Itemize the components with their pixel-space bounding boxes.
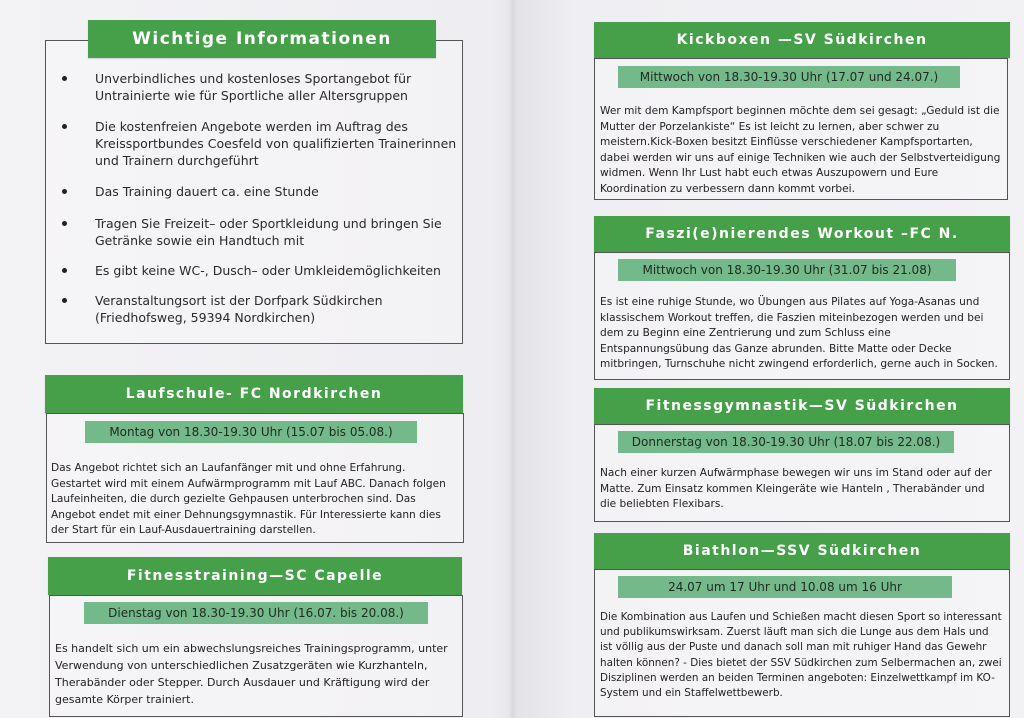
info-item: Veranstaltungsort ist der Dorfpark Südkirchen (Friedhofsweg, 59394 Nordkirchen) [95, 292, 475, 326]
info-item: Das Training dauert ca. eine Stunde [95, 183, 475, 200]
fitnesstraining-title: Fitnesstraining—SC Capelle [48, 557, 462, 595]
right-page [512, 0, 1024, 718]
info-item: Tragen Sie Freizeit– oder Sportkleidung und bringen Sie Getränke sowie ein Handtuch mit [95, 215, 475, 249]
biathlon-title: Biathlon—SSV Südkirchen [594, 533, 1010, 569]
fitnessgymnastik-title: Fitnessgymnastik—SV Südkirchen [594, 388, 1010, 424]
biathlon-text: Die Kombination aus Laufen und Schießen macht diesen Sport so interessant und publikumswirksam. Zuerst läuft man sich die Lunge aus dem Hals und ist völlig aus der Puste und danach soll man mit ruhiger Hand das Gewehr halten können? - Dies bietet der SSV Südkirchen zum Selbermachen an, zwei Disziplinen werden an beiden Terminen angeboten: Einzelwettkampf im KO-System und ein Staffelwettbewerb. [600, 611, 1002, 700]
info-item: Die kostenfreien Angebote werden im Auftrag des Kreissportbundes Coesfeld von qualifizierten Trainerinnen und Trainern durchgeführt [95, 118, 475, 169]
laufschule-date: Montag von 18.30-19.30 Uhr (15.07 bis 05.08.) [85, 421, 417, 443]
faszien-text: Es ist eine ruhige Stunde, wo Übungen aus Pilates auf Yoga-Asanas und klassischem Workout treffen, die Faszien miteinbezogen werden und bei dem zu Beginn eine Zentrierung und zum Schluss eine Entspannungsübung das Ganze abrunden. Bitte Matte oder Decke mitbringen, Turnschuhe nicht zwingend erforderlich, gerne auch in Socken. [600, 296, 998, 371]
biathlon-date: 24.07 um 17 Uhr und 10.08 um 16 Uhr [618, 576, 952, 598]
fitnessgymnastik-text: Nach einer kurzen Aufwärmphase bewegen wir uns im Stand oder auf der Matte. Zum Einsatz kommen Kleingeräte wie Hanteln , Therabänder und die beliebten Flexibars. [600, 467, 992, 511]
info-title: Wichtige Informationen [88, 20, 436, 58]
bullet-icon [62, 189, 67, 194]
kickboxen-title: Kickboxen —SV Südkirchen [594, 22, 1010, 58]
faszien-date: Mittwoch von 18.30-19.30 Uhr (31.07 bis 21.08) [618, 259, 956, 281]
laufschule-text: Das Angebot richtet sich an Laufanfänger mit und ohne Erfahrung. Gestartet wird mit einem Aufwärmprogramm mit Lauf ABC. Danach folgen Laufeinheiten, die durch gezielte Gehpausen unterbrochen sind. Das Angebot endet mit einer Dehnungsgymnastik. Für Interessierte kann dies der Start für ein Lauf-Ausdauertraining darstellen. [51, 462, 446, 537]
bullet-icon [62, 76, 67, 81]
fitnesstraining-text: Es handelt sich um ein abwechslungsreiches Trainingsprogramm, unter Verwendung von unterschiedlichen Zusatzgeräten wie Kurzhanteln, Therabänder oder Stepper. Durch Ausdauer und Kräftigung wird der gesamte Körper trainiert. [55, 642, 448, 706]
bullet-icon [62, 268, 67, 273]
info-item: Unverbindliches und kostenloses Sportangebot für Untrainierte wie für Sportliche aller Altersgruppen [95, 70, 475, 104]
faszien-title: Faszi(e)nierendes Workout –FC N. [594, 216, 1010, 252]
fitnesstraining-date: Dienstag von 18.30-19.30 Uhr (16.07. bis 20.08.) [84, 602, 428, 624]
bullet-icon [62, 298, 67, 303]
fitnessgymnastik-date: Donnerstag von 18.30-19.30 Uhr (18.07 bis 22.08.) [618, 431, 954, 453]
kickboxen-date: Mittwoch von 18.30-19.30 Uhr (17.07 und 24.07.) [618, 66, 960, 88]
kickboxen-text: Wer mit dem Kampfsport beginnen möchte dem sei gesagt: „Geduld ist die Mutter der Porzelankiste“ Es ist leicht zu lernen, aber schwer zu meistern.Kick-Boxen besitzt Einflüsse verschiedener Kampfsportarten, dabei werden wir uns auf einige Techniken wie auch der Selbstverteidigung widmen. Wenn Ihr Lust habt euch etwas Auszupowern und Eure Koordination zu verbessern dann kommt vorbei. [600, 105, 1001, 195]
bullet-icon [62, 221, 67, 226]
laufschule-title: Laufschule- FC Nordkirchen [45, 375, 463, 413]
bullet-icon [62, 124, 67, 129]
info-item: Es gibt keine WC-, Dusch– oder Umkleidemöglichkeiten [95, 262, 475, 279]
